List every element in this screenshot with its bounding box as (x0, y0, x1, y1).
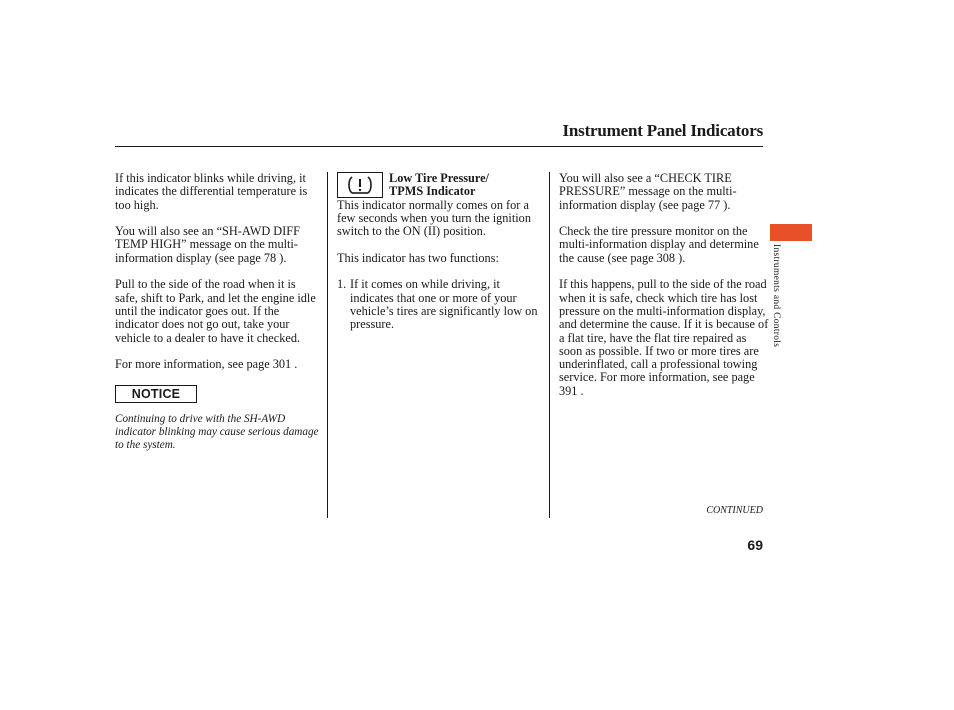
column-divider-1 (327, 172, 328, 518)
header-rule (115, 146, 763, 147)
paragraph: You will also see an “SH-AWD DIFF TEMP HIGH” message on the multi-information display (see page 78 ). (115, 224, 300, 265)
column-1 (115, 172, 321, 452)
indicator-heading (337, 172, 543, 199)
paragraph: This indicator has two functions: (337, 250, 499, 265)
indicator-title (389, 172, 489, 199)
paragraph: For more information, see page 301 . (115, 357, 298, 372)
list-text: If it comes on while driving, it indicates that one or more of your vehicle’s tires are significantly low on pressure. (350, 277, 538, 332)
paragraph: Check the tire pressure monitor on the multi-information display and determine the cause (see page 308 ). (559, 224, 759, 265)
column-divider-2 (549, 172, 550, 518)
page-number: 69 (747, 537, 763, 553)
indicator-title-line: Low Tire Pressure/ (389, 171, 489, 185)
list-number: 1. (337, 277, 347, 292)
indicator-title-line: TPMS Indicator (389, 184, 476, 199)
low-tire-pressure-icon (337, 172, 383, 198)
section-tab (770, 224, 812, 241)
paragraph: Pull to the side of the road when it is safe, shift to Park, and let the engine idle until the indicator goes out. If the indicator does not go out, take your vehicle to a dealer to have it checked. (115, 277, 316, 345)
notice-badge: NOTICE (115, 385, 197, 403)
paragraph: If this happens, pull to the side of the road when it is safe, check which tire has lost pressure on the multi-information display, and determine the cause. If it is because of a flat tire, have the flat tire repaired as soon as possible. If two or more tires are underinflated, call a professional towing service. For more information, see page 391 . (559, 277, 769, 398)
column-3 (559, 172, 769, 411)
list-item (337, 278, 543, 331)
notice-text: Continuing to drive with the SH-AWD indicator blinking may cause serious damage to the system. (115, 412, 319, 452)
paragraph: This indicator normally comes on for a few seconds when you turn the ignition switch to the ON (II) position. (337, 197, 531, 239)
continued-label: CONTINUED (706, 505, 763, 516)
paragraph: If this indicator blinks while driving, it indicates the differential temperature is too high. (115, 171, 308, 212)
section-tab-label: Instruments and Controls (771, 244, 781, 348)
paragraph: You will also see a “CHECK TIRE PRESSURE” message on the multi-information display (see page 77 ). (559, 171, 737, 212)
column-2 (337, 172, 543, 332)
page-title: Instrument Panel Indicators (562, 121, 763, 140)
